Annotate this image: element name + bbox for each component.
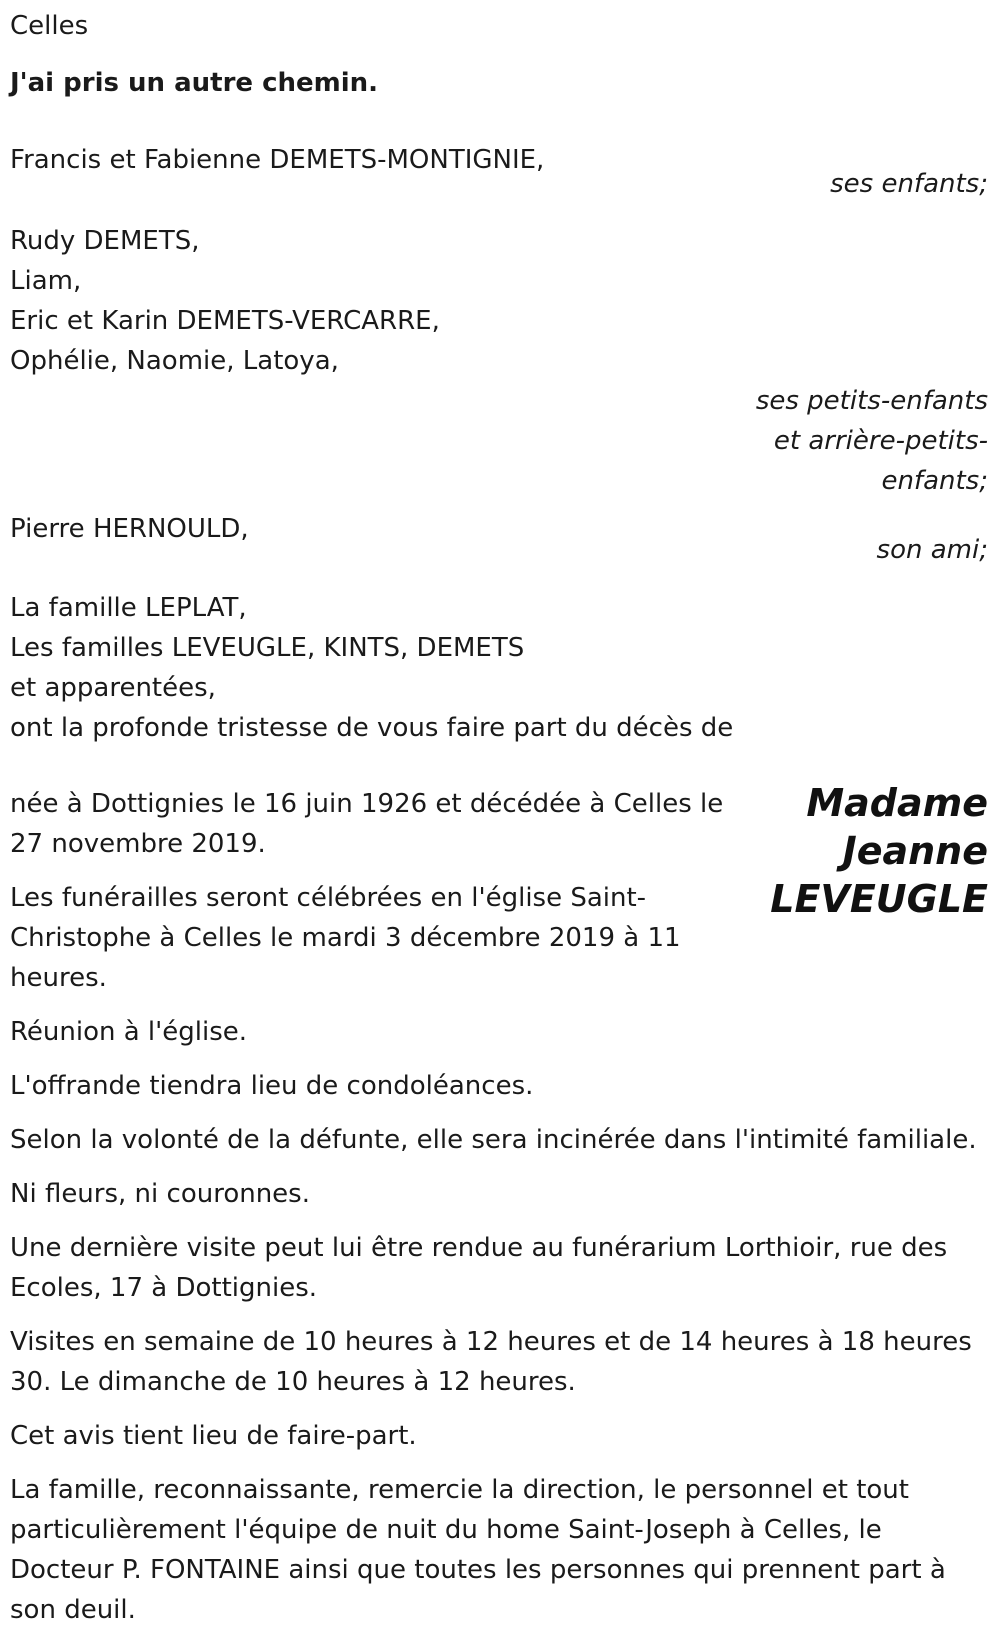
- deceased-name-line: LEVEUGLE: [770, 877, 988, 921]
- relation-label: [10, 381, 988, 501]
- motto: J'ai pris un autre chemin.: [10, 68, 379, 98]
- relatives-group-grandchildren: [10, 221, 988, 501]
- relatives-group-friend: [10, 509, 988, 570]
- relatives-group-children: [10, 140, 988, 204]
- meeting-paragraph: Réunion à l'église.: [10, 1017, 248, 1047]
- relation-line: et arrière-petits-: [773, 426, 988, 456]
- relation-line: enfants;: [881, 466, 988, 496]
- birth-death-text: née à Dottignies le 16 juin 1926 et décédée à Celles le 27 novembre 2019.: [10, 789, 724, 859]
- obituary-notice: [10, 0, 988, 1630]
- relative-name-line: Eric et Karin DEMETS-VERCARRE,: [10, 306, 440, 336]
- place-name: Celles: [10, 11, 89, 41]
- announcement-line: ont la profonde tristesse de vous faire part du décès de: [10, 713, 734, 743]
- funeral-paragraph: Les funérailles seront célébrées en l'église Saint-Christophe à Celles le mardi 3 décembre 2019 à 11 heures.: [10, 883, 681, 993]
- relation-line: ses enfants;: [830, 169, 988, 199]
- visit-paragraph: Une dernière visite peut lui être rendue au funérarium Lorthioir, rue des Ecoles, 17 à Dottignies.: [10, 1233, 948, 1303]
- relative-name-line: Les familles LEVEUGLE, KINTS, DEMETS: [10, 633, 525, 663]
- thanks-paragraph: La famille, reconnaissante, remercie la direction, le personnel et tout particulièrement l'équipe de nuit du home Saint-Joseph à Celles, le Docteur P. FONTAINE ainsi que toutes les personnes qui prennent part à son deuil.: [10, 1475, 946, 1625]
- relative-name-line: Ophélie, Naomie, Latoya,: [10, 346, 339, 376]
- cremation-paragraph: Selon la volonté de la défunte, elle sera incinérée dans l'intimité familiale.: [10, 1125, 977, 1155]
- notice-paragraph: Cet avis tient lieu de faire-part.: [10, 1421, 417, 1451]
- deceased-name-line: Jeanne: [842, 829, 988, 873]
- deceased-name-line: Madame: [806, 781, 988, 825]
- relatives-group-families: [10, 588, 988, 748]
- relative-name-line: Pierre HERNOULD,: [10, 514, 249, 544]
- visit-hours-paragraph: Visites en semaine de 10 heures à 12 heures et de 14 heures à 18 heures 30. Le dimanche de 10 heures à 12 heures.: [10, 1327, 972, 1397]
- relative-name-line: La famille LEPLAT,: [10, 593, 247, 623]
- relation-line: son ami;: [876, 535, 988, 565]
- relative-name-line: Liam,: [10, 266, 82, 296]
- relative-name-line: Francis et Fabienne DEMETS-MONTIGNIE,: [10, 145, 545, 175]
- offering-paragraph: L'offrande tiendra lieu de condoléances.: [10, 1071, 534, 1101]
- deceased-block: [10, 781, 988, 998]
- relative-name-line: et apparentées,: [10, 673, 216, 703]
- deceased-name: [758, 779, 988, 923]
- relation-line: ses petits-enfants: [755, 386, 988, 416]
- relative-name-line: Rudy DEMETS,: [10, 226, 200, 256]
- flowers-paragraph: Ni fleurs, ni couronnes.: [10, 1179, 310, 1209]
